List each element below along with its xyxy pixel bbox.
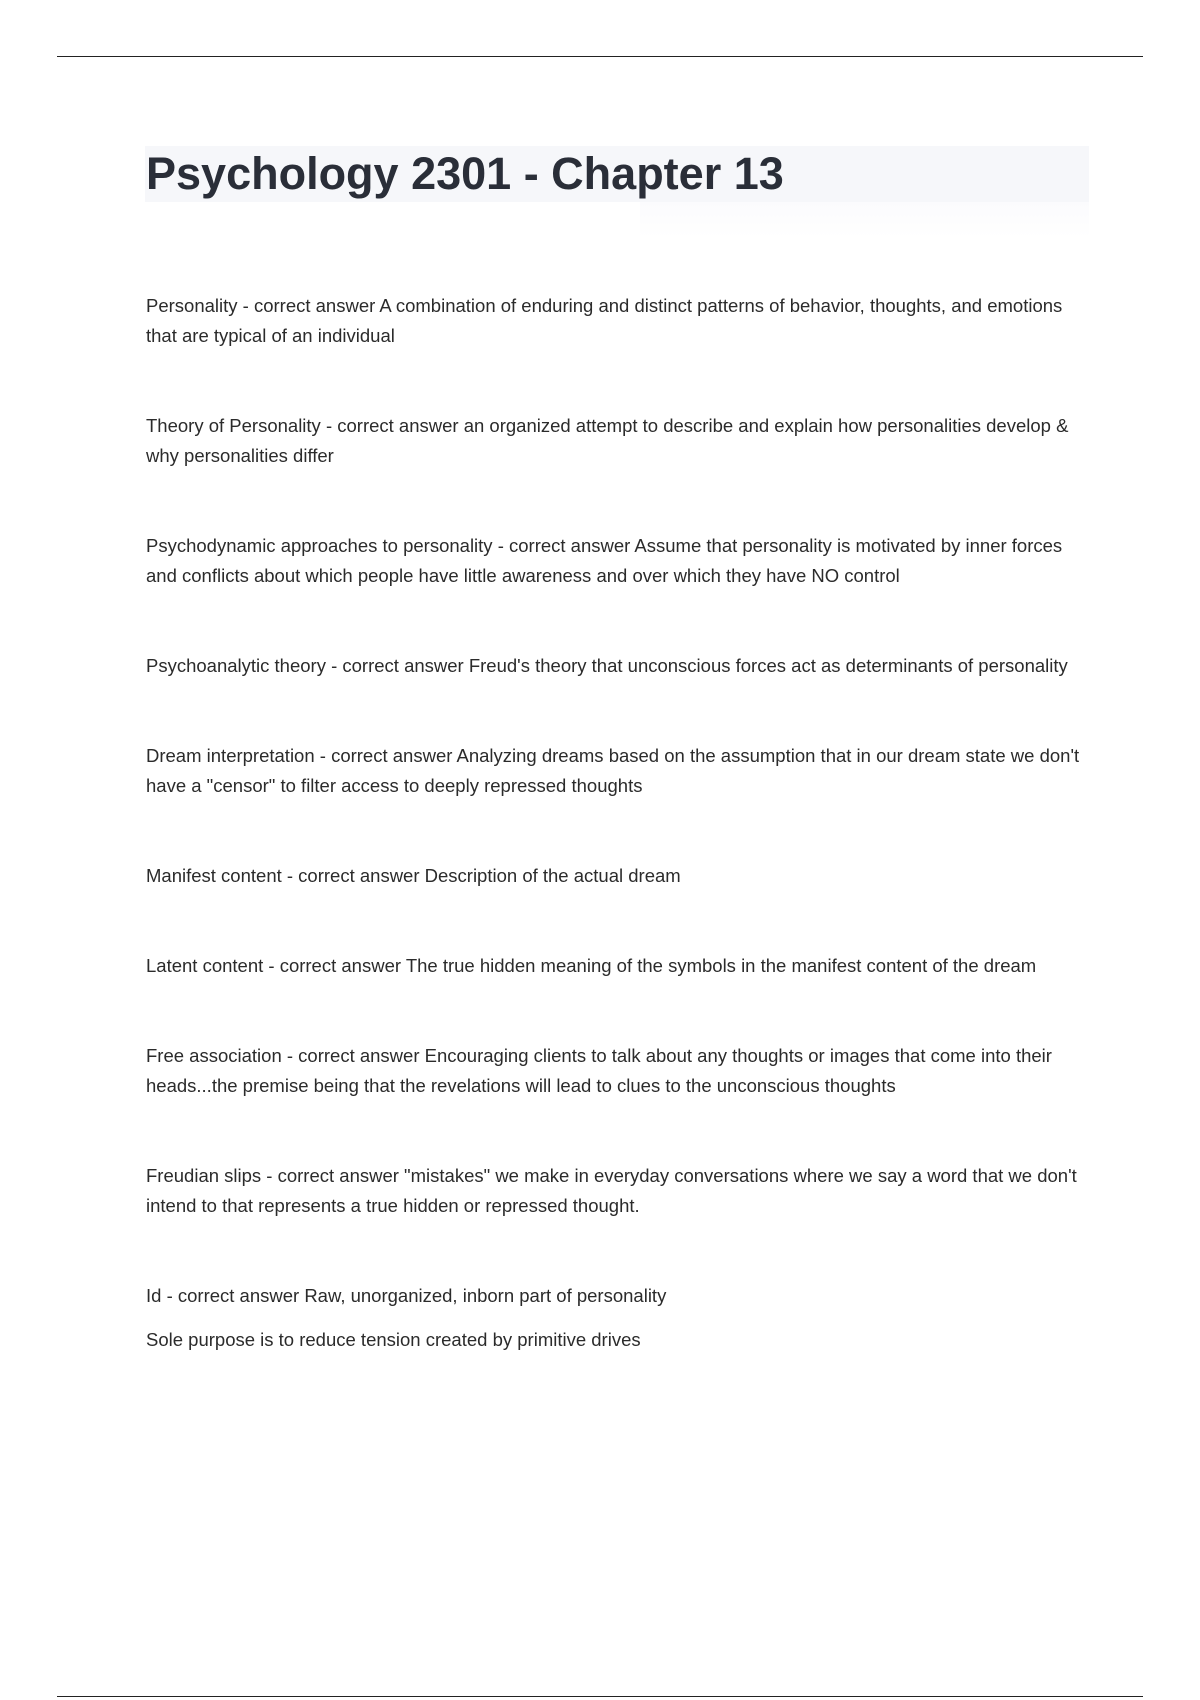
entry-manifest-content: Manifest content - correct answer Description of the actual dream [146,865,681,886]
top-rule [57,56,1143,57]
entry-id-detail: Sole purpose is to reduce tension created by primitive drives [146,1329,641,1350]
page-title: Psychology 2301 - Chapter 13 [146,148,784,199]
entry-psychodynamic-approaches: Psychodynamic approaches to personality - correct answer Assume that personality is motivated by inner forces and conflicts about which people have little awareness and over which they have NO control [146,535,1063,586]
flashcard-list [146,291,1096,1355]
title-band-fade [640,202,1089,238]
entry-latent-content: Latent content - correct answer The true hidden meaning of the symbols in the manifest content of the dream [146,955,1037,976]
entry-free-association: Free association - correct answer Encouraging clients to talk about any thoughts or images that come into their heads...the premise being that the revelations will lead to clues to the unconscious thoughts [146,1045,1052,1096]
entry-dream-interpretation: Dream interpretation - correct answer Analyzing dreams based on the assumption that in our dream state we don't have a "censor" to filter access to deeply repressed thoughts [146,745,1080,796]
entry-freudian-slips: Freudian slips - correct answer "mistakes" we make in everyday conversations where we say a word that we don't intend to that represents a true hidden or repressed thought. [146,1165,1077,1216]
entry-personality: Personality - correct answer A combination of enduring and distinct patterns of behavior, thoughts, and emotions that are typical of an individual [146,295,1063,346]
entry-psychoanalytic-theory: Psychoanalytic theory - correct answer Freud's theory that unconscious forces act as determinants of personality [146,655,1068,676]
entry-id: Id - correct answer Raw, unorganized, inborn part of personality [146,1285,667,1306]
bottom-rule [57,1696,1143,1697]
entry-theory-of-personality: Theory of Personality - correct answer an organized attempt to describe and explain how personalities develop & why personalities differ [146,415,1069,466]
